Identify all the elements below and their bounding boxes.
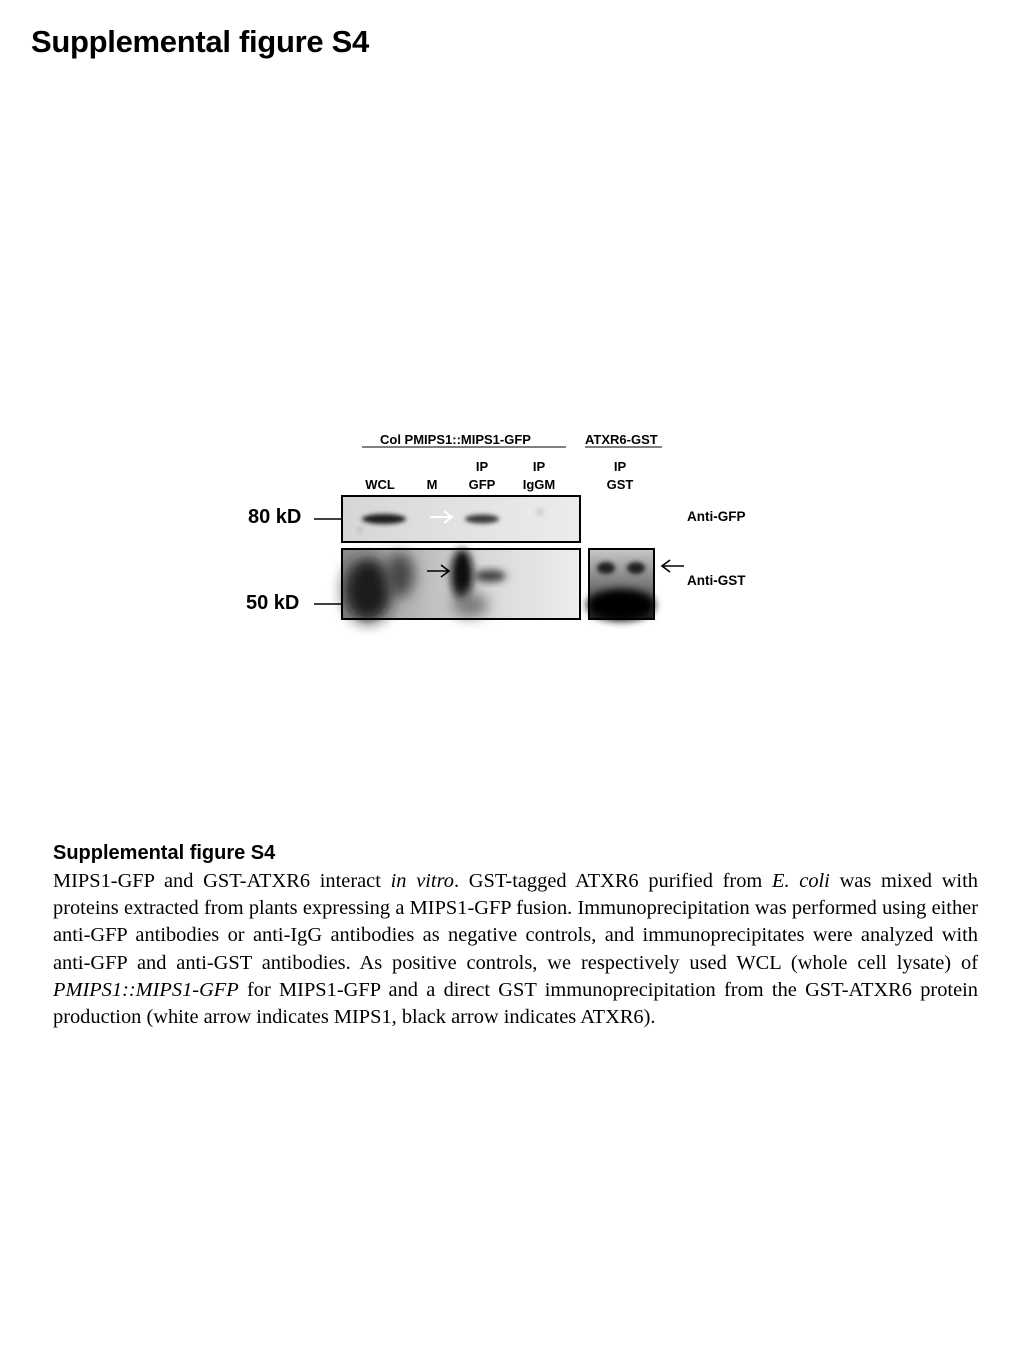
caption-title: Supplemental figure S4: [53, 842, 276, 864]
figure-caption: [53, 840, 978, 1031]
caption-body: [53, 868, 978, 1031]
caption-text-3: was mixed with proteins extracted from plants expressing a MIPS1-GFP fusion. Immunoprecipitation was performed using either anti-GFP antibodies or anti-IgG antibodies as negative controls, and immunoprecipitates were analyzed with anti-GFP and anti-GST antibodies. As positive controls, we respectively used WCL (whole cell lysate) of: [53, 870, 978, 974]
col-group-header: Col PMIPS1::MIPS1-GFP: [380, 432, 531, 447]
marker-50kd-label: 50 kD: [246, 592, 300, 614]
caption-italic-in-vitro: in vitro: [390, 870, 454, 892]
lane-label-ip-igg-top: IP: [532, 459, 546, 474]
antibody-label-anti-gst: Anti-GST: [687, 573, 746, 588]
atxr6-group-header: ATXR6-GST: [585, 432, 658, 447]
ip-gst-blot-panel: [587, 549, 655, 621]
caption-italic-e-coli: E. coli: [771, 870, 830, 892]
caption-text-1: MIPS1-GFP and GST-ATXR6 interact: [53, 870, 391, 892]
lane-label-wcl: WCL: [365, 477, 395, 492]
lane-label-ip-igg-bottom: IgGM: [522, 477, 556, 492]
anti-gfp-blot-panel: [342, 496, 580, 542]
lane-label-ip-gfp-bottom: GFP: [468, 477, 496, 492]
caption-italic-construct: PMIPS1::MIPS1-GFP: [53, 978, 239, 1001]
lane-label-ip-gst-bottom: GST: [606, 477, 634, 492]
lane-label-ip-gfp-top: IP: [475, 459, 489, 474]
black-arrow-icon: [427, 565, 449, 577]
caption-text-4: for MIPS1-GFP and a direct GST immunoprecipitation from the GST-ATXR6 protein production (white arrow indicates MIPS1, black arrow indicates ATXR6).: [53, 978, 978, 1029]
anti-gst-blot-panel: [342, 549, 580, 622]
white-arrow-icon: [430, 511, 452, 523]
caption-text-2: . GST-tagged ATXR6 purified from: [453, 870, 772, 892]
lane-label-m: M: [426, 477, 438, 492]
antibody-label-anti-gfp: Anti-GFP: [687, 509, 746, 524]
marker-80kd-label: 80 kD: [248, 506, 302, 528]
lane-label-ip-gst-top: IP: [613, 459, 627, 474]
page-title: Supplemental figure S4: [31, 24, 369, 59]
left-arrow-icon: [662, 560, 684, 572]
